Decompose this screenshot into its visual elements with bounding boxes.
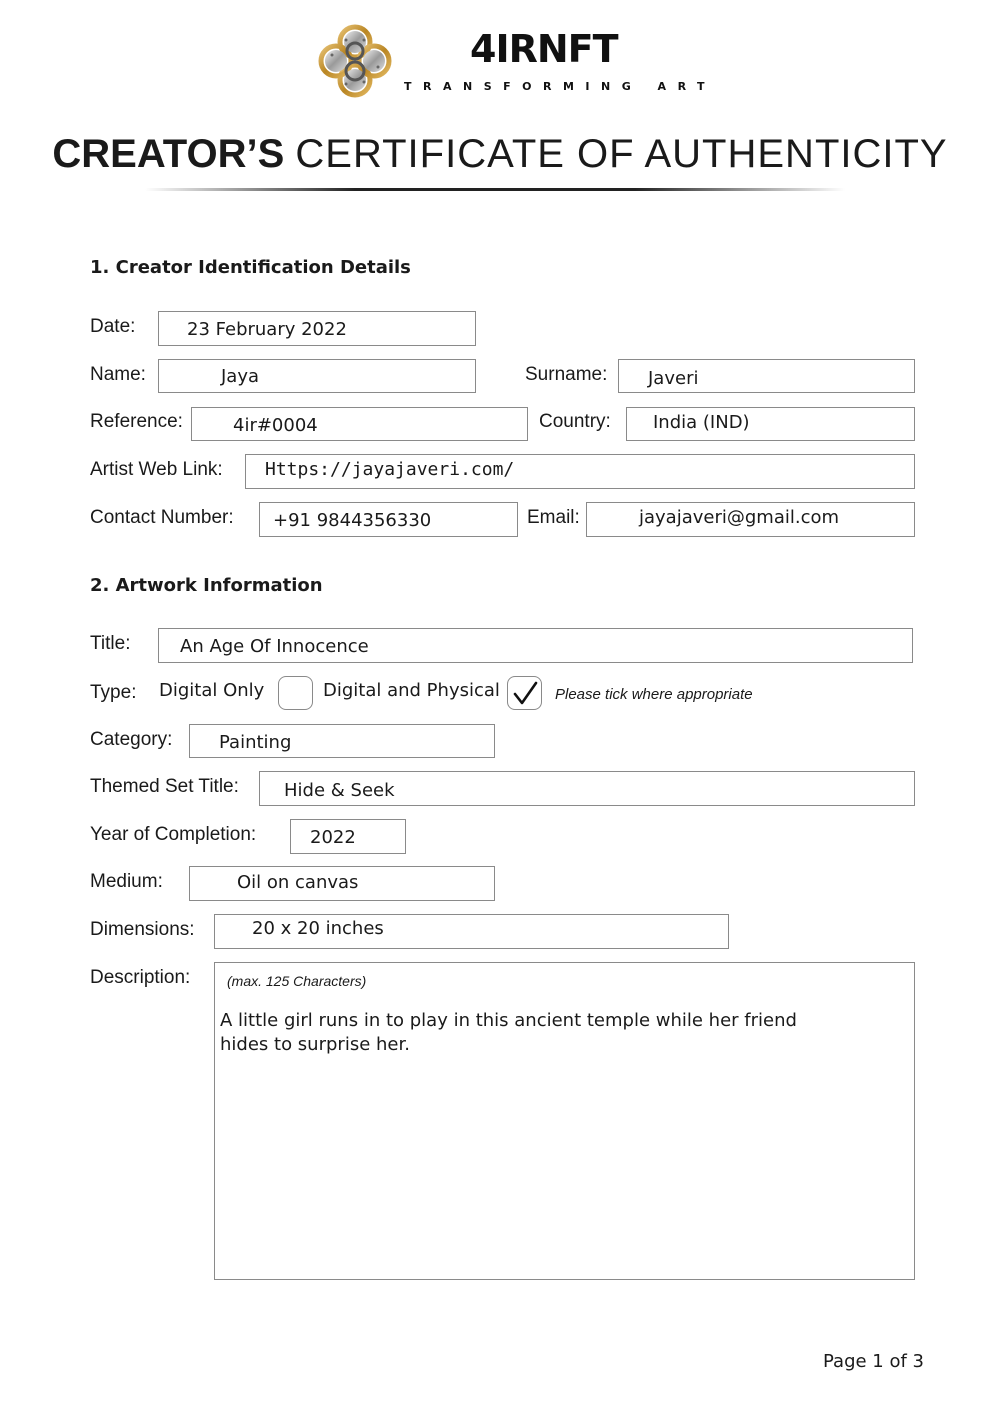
date-field[interactable]: [158, 311, 476, 346]
section-creator-heading: 1. Creator Identification Details: [90, 257, 411, 278]
checkmark-icon: [508, 677, 543, 711]
date-value: 23 February 2022: [187, 319, 347, 340]
year-label: Year of Completion:: [90, 824, 257, 845]
country-field[interactable]: [626, 407, 915, 441]
date-label: Date:: [90, 316, 136, 337]
type-digital-only-label: Digital Only: [159, 680, 265, 701]
type-digital-physical-label: Digital and Physical: [323, 680, 500, 701]
type-label: Type:: [90, 682, 137, 703]
section-artwork-heading: 2. Artwork Information: [90, 575, 323, 596]
category-value: Painting: [219, 732, 292, 753]
artwork-title-label: Title:: [90, 633, 131, 654]
infinity-8-logo-icon: [316, 22, 394, 100]
artwork-title-field[interactable]: [158, 628, 913, 663]
artwork-title-value: An Age Of Innocence: [180, 636, 369, 657]
description-field[interactable]: [214, 962, 915, 1280]
reference-value: 4ir#0004: [233, 415, 318, 436]
type-digital-only-checkbox[interactable]: [278, 676, 313, 710]
reference-field[interactable]: [191, 407, 528, 441]
weblink-label: Artist Web Link:: [90, 459, 223, 480]
brand-tagline: TRANSFORMING ART: [404, 80, 717, 93]
category-label: Category:: [90, 729, 173, 750]
page-number: Page 1 of 3: [823, 1351, 924, 1372]
category-field[interactable]: [189, 724, 495, 758]
description-label: Description:: [90, 967, 191, 988]
surname-value: Javeri: [648, 368, 699, 389]
medium-label: Medium:: [90, 871, 163, 892]
dimensions-field[interactable]: [214, 914, 729, 949]
type-digital-physical-checkbox[interactable]: [507, 676, 542, 710]
contact-label: Contact Number:: [90, 507, 234, 528]
email-value: jayajaveri@gmail.com: [639, 507, 840, 528]
email-field[interactable]: [586, 502, 915, 537]
surname-field[interactable]: [618, 359, 915, 393]
reference-label: Reference:: [90, 411, 183, 432]
description-value: A little girl runs in to play in this ancient temple while her friend hides to surprise her.: [220, 1010, 797, 1055]
dimensions-value: 20 x 20 inches: [252, 918, 384, 939]
themed-set-field[interactable]: [259, 771, 915, 806]
name-value: Jaya: [221, 366, 260, 387]
year-field[interactable]: [290, 819, 406, 854]
page-title-bold: CREATOR’S: [52, 132, 285, 176]
contact-field[interactable]: [259, 502, 518, 537]
description-hint: (max. 125 Characters): [227, 973, 367, 989]
name-field[interactable]: [158, 359, 476, 393]
country-value: India (IND): [653, 412, 750, 433]
type-hint: Please tick where appropriate: [555, 686, 753, 703]
year-value: 2022: [310, 827, 356, 848]
dimensions-label: Dimensions:: [90, 919, 195, 940]
email-label: Email:: [527, 507, 580, 528]
medium-field[interactable]: [189, 866, 495, 901]
medium-value: Oil on canvas: [237, 872, 359, 893]
title-divider: [145, 188, 845, 191]
page-title-rest: CERTIFICATE OF AUTHENTICITY: [295, 132, 948, 176]
contact-value: +91 9844356330: [273, 510, 432, 531]
themed-set-label: Themed Set Title:: [90, 776, 239, 797]
weblink-value: Https://jayajaveri.com/: [265, 459, 515, 480]
surname-label: Surname:: [525, 364, 608, 385]
weblink-field[interactable]: [245, 454, 915, 489]
brand-name: 4IRNFT: [470, 27, 618, 71]
name-label: Name:: [90, 364, 146, 385]
page-title: [0, 134, 1000, 174]
country-label: Country:: [539, 411, 611, 432]
themed-set-value: Hide & Seek: [284, 780, 395, 801]
